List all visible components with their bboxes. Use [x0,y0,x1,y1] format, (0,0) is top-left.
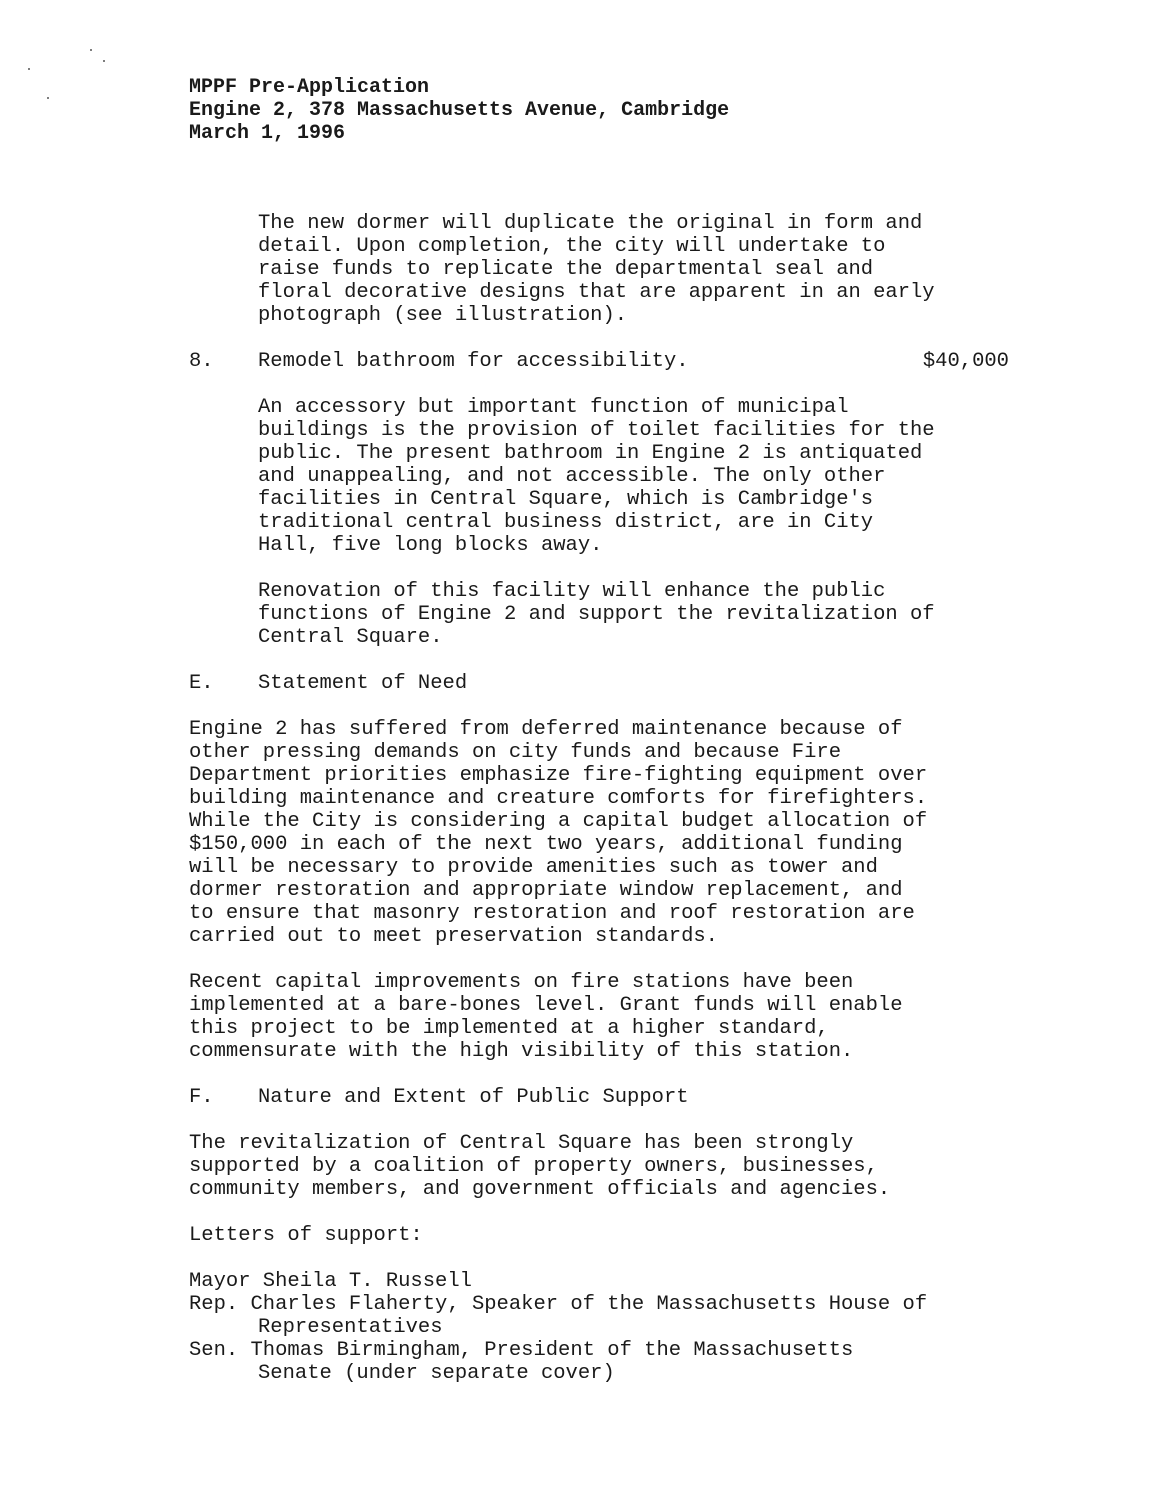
text-line: facilities in Central Square, which is Cambridge's [258,488,874,511]
scan-speck [103,60,105,62]
section-title: Statement of Need [258,672,468,695]
text-line: Central Square. [258,626,443,649]
scan-speck [47,97,49,99]
header-title: MPPF Pre-Application [189,76,430,99]
section-e-heading [189,672,1019,695]
text-line: While the City is considering a capital budget allocation of [189,810,928,833]
supporter-name: Sen. Thomas Birmingham, President of the Massachusetts [189,1339,854,1362]
header-address: Engine 2, 378 Massachusetts Avenue, Cambridge [189,99,730,122]
text-line: community members, and government officials and agencies. [189,1178,891,1201]
section-f-heading [189,1086,1019,1109]
text-line: functions of Engine 2 and support the revitalization of [258,603,935,626]
section-e-paragraph-2 [189,971,1019,1063]
dormer-paragraph [189,212,1019,327]
document-body [189,212,1019,1385]
section-f-paragraph-1 [189,1132,1019,1201]
section-title: Nature and Extent of Public Support [258,1086,689,1109]
supporter-continuation: Senate (under separate cover) [258,1362,615,1385]
section-letter: E. [189,672,214,695]
item-title: Remodel bathroom for accessibility. [258,350,689,373]
text-line: to ensure that masonry restoration and roof restoration are [189,902,915,925]
text-line: building maintenance and creature comforts for firefighters. [189,787,928,810]
text-line: traditional central business district, are in City [258,511,874,534]
document-header [189,76,729,145]
supporter-name: Rep. Charles Flaherty, Speaker of the Massachusetts House of [189,1293,928,1316]
header-date: March 1, 1996 [189,122,346,145]
item-number: 8. [189,350,214,373]
text-line: this project to be implemented at a higher standard, [189,1017,829,1040]
item-8-paragraph-2 [189,580,1019,649]
scan-speck [90,49,92,51]
text-line: photograph (see illustration). [258,304,628,327]
text-line: implemented at a bare-bones level. Grant funds will enable [189,994,903,1017]
text-line: and unappealing, and not accessible. The only other [258,465,886,488]
section-letter: F. [189,1086,214,1109]
text-line: detail. Upon completion, the city will undertake to [258,235,886,258]
scan-speck [28,68,30,70]
item-8-heading [189,350,1019,373]
text-line: Engine 2 has suffered from deferred maintenance because of [189,718,903,741]
supporter-list [189,1270,1019,1385]
supporter-name: Mayor Sheila T. Russell [189,1270,472,1293]
text-line: Hall, five long blocks away. [258,534,603,557]
letters-of-support-label: Letters of support: [189,1224,423,1247]
text-line: $150,000 in each of the next two years, additional funding [189,833,903,856]
text-line: Renovation of this facility will enhance the public [258,580,886,603]
text-line: The new dormer will duplicate the original in form and [258,212,923,235]
supporter-entry [189,1339,1019,1385]
text-line: The revitalization of Central Square has been strongly [189,1132,854,1155]
text-line: Department priorities emphasize fire-fighting equipment over [189,764,928,787]
text-line: Recent capital improvements on fire stations have been [189,971,854,994]
text-line: carried out to meet preservation standards. [189,925,718,948]
section-e-paragraph-1 [189,718,1019,948]
text-line: will be necessary to provide amenities such as tower and [189,856,878,879]
item-8-paragraph-1 [189,396,1019,557]
text-line: dormer restoration and appropriate window replacement, and [189,879,903,902]
supporter-entry [189,1270,1019,1293]
text-line: buildings is the provision of toilet facilities for the [258,419,935,442]
text-line: An accessory but important function of municipal [258,396,849,419]
text-line: commensurate with the high visibility of this station. [189,1040,854,1063]
supporter-continuation: Representatives [258,1316,443,1339]
text-line: floral decorative designs that are apparent in an early [258,281,935,304]
text-line: raise funds to replicate the departmental seal and [258,258,874,281]
text-line: other pressing demands on city funds and because Fire [189,741,842,764]
item-amount: $40,000 [922,350,1009,373]
text-line: supported by a coalition of property owners, businesses, [189,1155,878,1178]
supporter-entry [189,1293,1019,1339]
text-line: public. The present bathroom in Engine 2 is antiquated [258,442,923,465]
